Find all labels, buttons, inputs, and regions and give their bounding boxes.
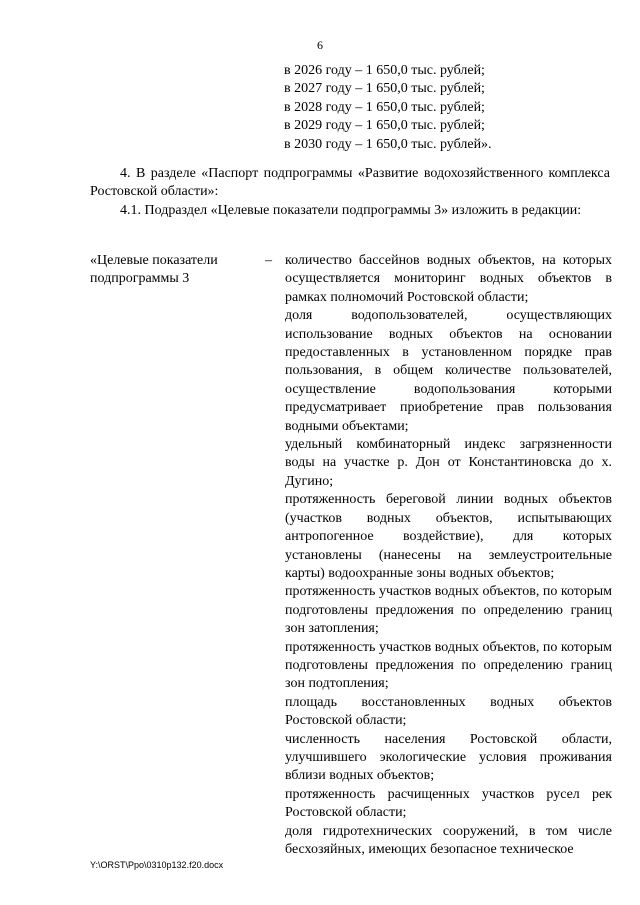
indicators-list xyxy=(285,252,612,859)
budget-line-2026: в 2026 году – 1 650,0 тыс. рублей; xyxy=(284,63,485,78)
indicator-item: протяженность участков водных объектов, по которым подготовлены предложения по определению границ зон затопления; xyxy=(285,584,612,637)
indicator-item: количество бассейнов водных объектов, на которых осуществляется мониторинг водных объектов в рамках полномочий Ростовской области; xyxy=(285,253,612,305)
budget-line-2030: в 2030 году – 1 650,0 тыс. рублей». xyxy=(284,136,492,152)
indicator-item: протяженность береговой линии водных объектов (участков водных объектов, испытывающих антропогенное воздействие), для которых установлены (нанесены на землеустроительные карты) водоохранные зоны водных объектов; xyxy=(285,492,612,581)
indicators-title: «Целевые показатели подпрограммы 3 xyxy=(90,253,218,287)
indicator-item: площадь восстановленных водных объектов Ростовской области; xyxy=(285,694,612,729)
page-number: 6 xyxy=(317,38,323,52)
indicators-dash: – xyxy=(265,253,272,268)
indicator-item: удельный комбинаторный индекс загрязненности воды на участке р. Дон от Константиновска до х. Дугино; xyxy=(285,437,612,489)
section-4-1-paragraph: 4.1. Подраздел «Целевые показатели подпрограммы 3» изложить в редакции: xyxy=(120,203,582,218)
budget-line-2029: в 2029 году – 1 650,0 тыс. рублей; xyxy=(284,118,485,134)
file-path-footer: Y:\ORST\Ppo\0310p132.f20.docx xyxy=(90,860,224,870)
indicator-item: доля водопользователей, осуществляющих использование водных объектов на основании предоставленных в установленном порядке прав пользования, в общем количестве пользователей, осуществление водопользования которыми предусматривает приобретение прав пользования водными объектами; xyxy=(285,308,612,434)
budget-line-2027: в 2027 году – 1 650,0 тыс. рублей; xyxy=(284,81,485,97)
indicator-item: доля гидротехнических сооружений, в том числе бесхозяйных, имеющих безопасное техническое xyxy=(285,823,612,857)
section-4-paragraph: 4. В разделе «Паспорт подпрограммы «Развитие водохозяйственного комплекса Ростовской области»: xyxy=(90,166,610,200)
indicator-item: протяженность участков водных объектов, по которым подготовлены предложения по определению границ зон подтопления; xyxy=(285,639,612,692)
indicator-item: численность населения Ростовской области, улучшившего экологические условия проживания вблизи водных объектов; xyxy=(285,731,612,784)
indicator-item: протяженность расчищенных участков русел рек Ростовской области; xyxy=(285,786,612,821)
budget-line-2028: в 2028 году – 1 650,0 тыс. рублей; xyxy=(284,99,485,115)
budget-list xyxy=(284,62,492,154)
